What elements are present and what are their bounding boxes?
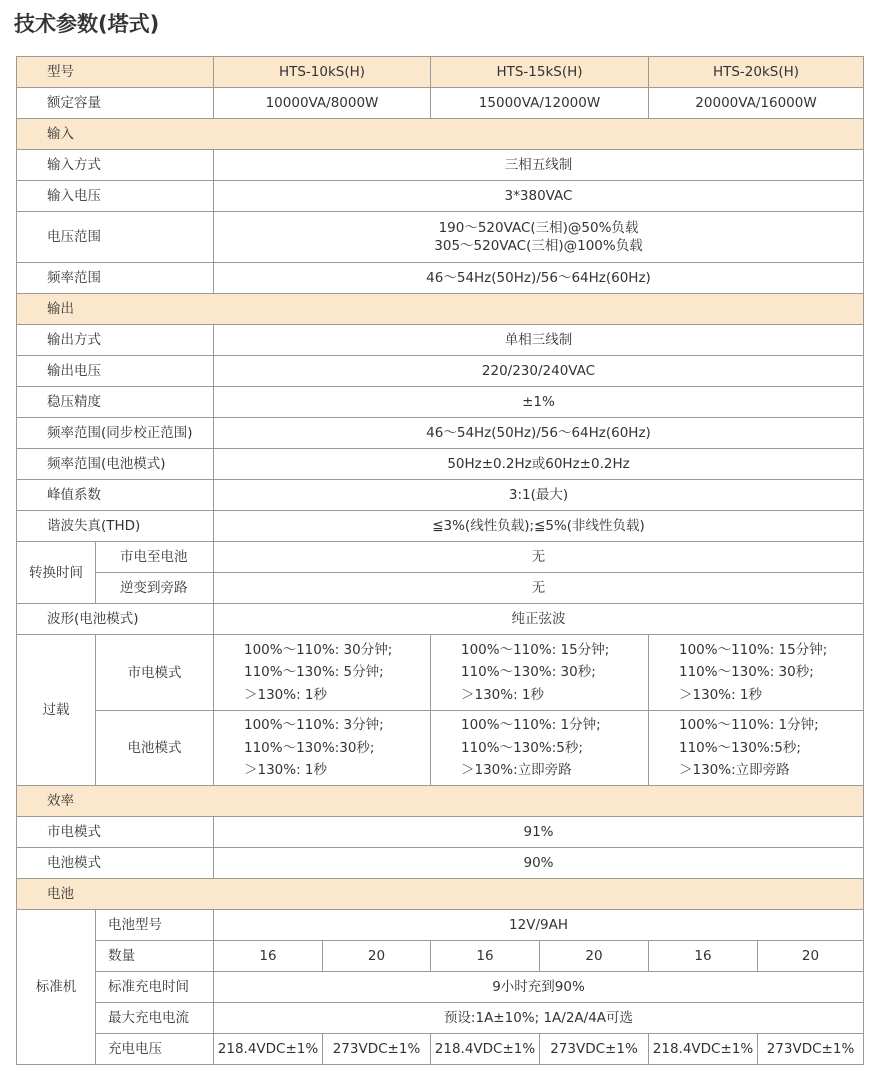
- table-row: [17, 150, 864, 181]
- overload-line: 100%～110%: 30分钟;: [244, 641, 393, 658]
- cell-value: 90%: [214, 848, 864, 879]
- row-label: 电池模式: [17, 848, 214, 879]
- section-row: [17, 879, 864, 910]
- overload-cell: [214, 711, 431, 786]
- row-label: 波形(电池模式): [17, 604, 214, 635]
- cell-value: ±1%: [214, 387, 864, 418]
- overload-line: 100%～110%: 1分钟;: [679, 717, 819, 734]
- overload-line: ＞130%: 1秒: [679, 686, 763, 703]
- section-row: [17, 786, 864, 817]
- overload-line: 100%～110%: 15分钟;: [679, 641, 828, 658]
- row-sublabel: 数量: [96, 941, 214, 972]
- section-title-efficiency: 效率: [17, 786, 864, 817]
- cell-value: 20: [540, 941, 649, 972]
- cell-value: 纯正弦波: [214, 604, 864, 635]
- table-row: [17, 181, 864, 212]
- cell-value: 16: [214, 941, 323, 972]
- table-row: [17, 356, 864, 387]
- cell-value: 46～54Hz(50Hz)/56～64Hz(60Hz): [214, 263, 864, 294]
- model-header-label: 型号: [17, 57, 214, 88]
- overload-line: 100%～110%: 15分钟;: [461, 641, 610, 658]
- cell-value: 单相三线制: [214, 325, 864, 356]
- model-header: HTS-20kS(H): [649, 57, 864, 88]
- cell-value: 预设:1A±10%; 1A/2A/4A可选: [214, 1003, 864, 1034]
- cell-value: 16: [649, 941, 758, 972]
- cell-value: 218.4VDC±1%: [649, 1034, 758, 1065]
- row-label: 输出电压: [17, 356, 214, 387]
- overload-cell: [431, 711, 649, 786]
- cell-value: 16: [431, 941, 540, 972]
- table-row: [17, 212, 864, 263]
- table-row: [17, 88, 864, 119]
- table-row: [17, 57, 864, 88]
- cell-value: 3*380VAC: [214, 181, 864, 212]
- cell-value: 50Hz±0.2Hz或60Hz±0.2Hz: [214, 449, 864, 480]
- table-row: [17, 941, 864, 972]
- section-title-input: 输入: [17, 119, 864, 150]
- section-title-battery: 电池: [17, 879, 864, 910]
- table-row: [17, 511, 864, 542]
- row-label: 稳压精度: [17, 387, 214, 418]
- row-label: 频率范围: [17, 263, 214, 294]
- cell-value: 218.4VDC±1%: [431, 1034, 540, 1065]
- row-label: 峰值系数: [17, 480, 214, 511]
- cell-value: 20: [758, 941, 864, 972]
- cell-value: 273VDC±1%: [323, 1034, 431, 1065]
- row-label: 频率范围(同步校正范围): [17, 418, 214, 449]
- cell-value: 9小时充到90%: [214, 972, 864, 1003]
- range-line: 305～520VAC(三相)@100%负载: [434, 238, 643, 254]
- table-row: [17, 817, 864, 848]
- overload-line: 110%～130%: 5分钟;: [244, 664, 384, 681]
- cell-value: 三相五线制: [214, 150, 864, 181]
- cell-value: 15000VA/12000W: [431, 88, 649, 119]
- overload-line: 110%～130%: 30秒;: [679, 664, 814, 681]
- row-label: 谐波失真(THD): [17, 511, 214, 542]
- table-row: [17, 604, 864, 635]
- table-row: [17, 325, 864, 356]
- table-row: [17, 387, 864, 418]
- row-sublabel: 市电模式: [96, 635, 214, 711]
- overload-line: ＞130%: 1秒: [244, 686, 328, 703]
- cell-value: [214, 212, 864, 263]
- table-row: [17, 1034, 864, 1065]
- row-label: 频率范围(电池模式): [17, 449, 214, 480]
- cell-value: 273VDC±1%: [540, 1034, 649, 1065]
- table-row: [17, 1003, 864, 1034]
- table-row: [17, 480, 864, 511]
- row-sublabel: 电池型号: [96, 910, 214, 941]
- row-label: 转换时间: [17, 542, 96, 604]
- row-label: 过载: [17, 635, 96, 786]
- cell-value: 220/230/240VAC: [214, 356, 864, 387]
- overload-line: 110%～130%: 30秒;: [461, 664, 596, 681]
- overload-cell: [214, 635, 431, 711]
- page-title: 技术参数(塔式): [14, 12, 160, 36]
- overload-line: ＞130%: 1秒: [461, 686, 545, 703]
- cell-value: 10000VA/8000W: [214, 88, 431, 119]
- row-label: 输入方式: [17, 150, 214, 181]
- cell-value: 3:1(最大): [214, 480, 864, 511]
- table-row: [17, 972, 864, 1003]
- row-label: 输出方式: [17, 325, 214, 356]
- overload-cell: [649, 635, 864, 711]
- table-row: [17, 910, 864, 941]
- cell-value: 273VDC±1%: [758, 1034, 864, 1065]
- cell-value: 12V/9AH: [214, 910, 864, 941]
- cell-value: ≦3%(线性负载);≦5%(非线性负载): [214, 511, 864, 542]
- cell-value: 218.4VDC±1%: [214, 1034, 323, 1065]
- row-sublabel: 充电电压: [96, 1034, 214, 1065]
- overload-line: 110%～130%:30秒;: [244, 739, 375, 756]
- table-row: [17, 418, 864, 449]
- cell-value: 46～54Hz(50Hz)/56～64Hz(60Hz): [214, 418, 864, 449]
- table-row: [17, 542, 864, 573]
- row-label: 输入电压: [17, 181, 214, 212]
- table-row: [17, 573, 864, 604]
- table-row: [17, 848, 864, 879]
- cell-value: 无: [214, 542, 864, 573]
- section-title-output: 输出: [17, 294, 864, 325]
- overload-line: ＞130%:立即旁路: [679, 762, 790, 779]
- row-label: 额定容量: [17, 88, 214, 119]
- overload-line: 100%～110%: 1分钟;: [461, 717, 601, 734]
- section-row: [17, 119, 864, 150]
- overload-line: 100%～110%: 3分钟;: [244, 717, 384, 734]
- cell-value: 91%: [214, 817, 864, 848]
- table-row: [17, 635, 864, 711]
- row-label: 电压范围: [17, 212, 214, 263]
- range-line: 190～520VAC(三相)@50%负载: [438, 220, 639, 236]
- table-row: [17, 449, 864, 480]
- model-header: HTS-15kS(H): [431, 57, 649, 88]
- row-sublabel: 逆变到旁路: [96, 573, 214, 604]
- overload-line: 110%～130%:5秒;: [461, 739, 583, 756]
- row-sublabel: 标准充电时间: [96, 972, 214, 1003]
- row-label: 标准机: [17, 910, 96, 1065]
- spec-table: [16, 56, 864, 1065]
- model-header: HTS-10kS(H): [214, 57, 431, 88]
- overload-cell: [649, 711, 864, 786]
- overload-line: 110%～130%:5秒;: [679, 739, 801, 756]
- section-row: [17, 294, 864, 325]
- table-row: [17, 711, 864, 786]
- row-sublabel: 最大充电电流: [96, 1003, 214, 1034]
- overload-line: ＞130%: 1秒: [244, 762, 328, 779]
- table-row: [17, 263, 864, 294]
- cell-value: 无: [214, 573, 864, 604]
- cell-value: 20000VA/16000W: [649, 88, 864, 119]
- row-label: 市电模式: [17, 817, 214, 848]
- cell-value: 20: [323, 941, 431, 972]
- overload-cell: [431, 635, 649, 711]
- row-sublabel: 市电至电池: [96, 542, 214, 573]
- overload-line: ＞130%:立即旁路: [461, 762, 572, 779]
- row-sublabel: 电池模式: [96, 711, 214, 786]
